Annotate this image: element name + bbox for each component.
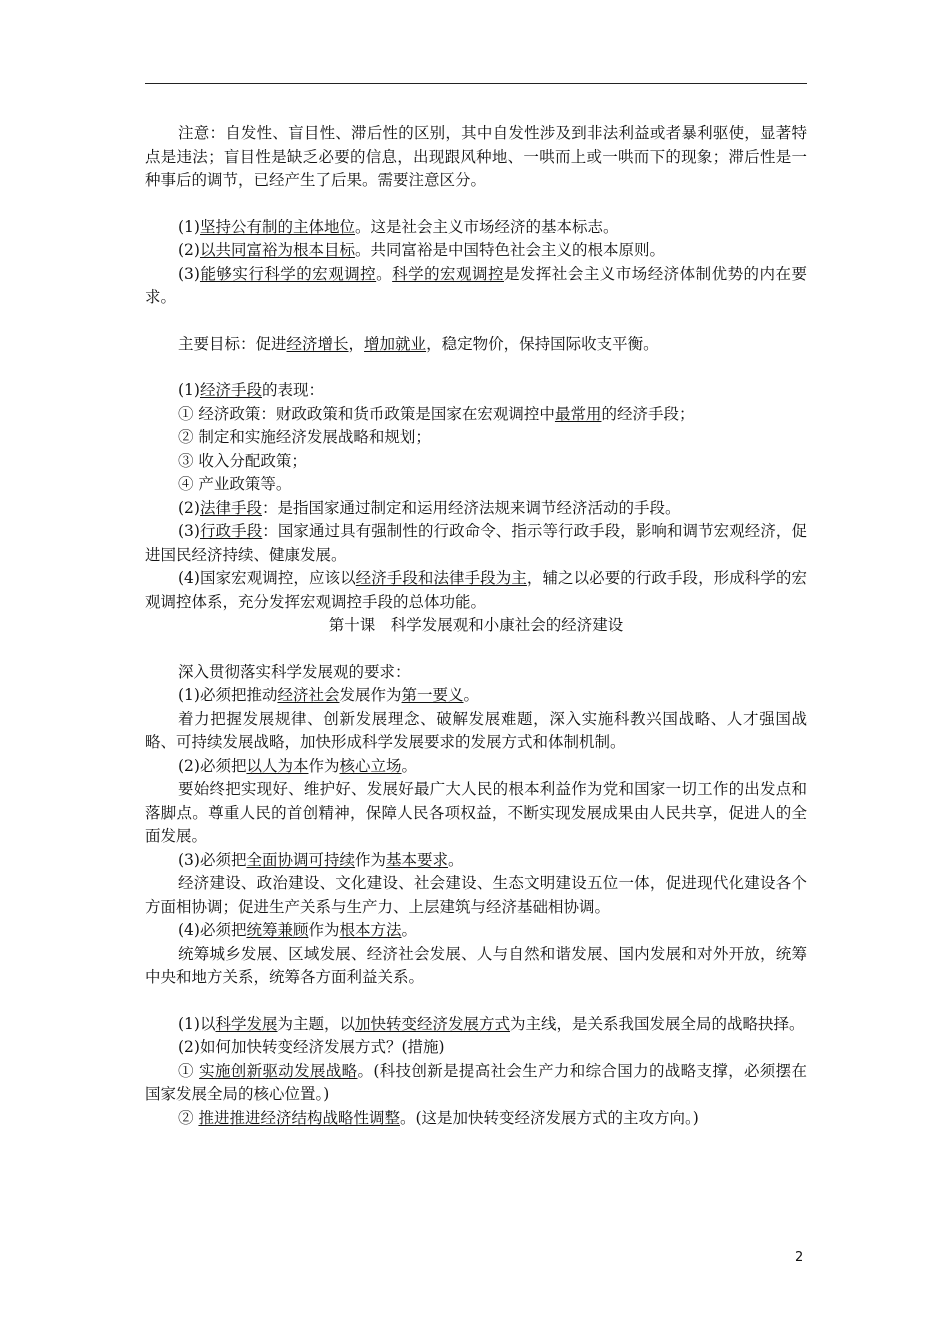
underlined-key-term: 以共同富裕为根本目标 xyxy=(199,241,355,259)
text-run: (3) xyxy=(178,522,200,540)
text-run: 作为 xyxy=(354,850,386,869)
text-run: (2) xyxy=(178,241,200,259)
text-run: 注意：自发性、盲目性、滞后性的区别，其中自发性涉及到非法利益或者暴利驱使，显著特点是违法；盲目性是缺乏必要的信息，出现跟风种地、一哄而上或一哄而下的现象；滞后性是一种事后的调节，已经产生了后果。需要注意区分。 xyxy=(145,124,807,189)
text-run: 的经济手段； xyxy=(601,404,695,423)
paragraph xyxy=(145,333,807,357)
text-run: 发展作为 xyxy=(339,686,402,704)
text-run: 。 xyxy=(376,264,393,283)
underlined-key-term: 加快转变经济发展方式 xyxy=(355,1014,511,1033)
paragraph-gap xyxy=(145,356,807,379)
paragraph xyxy=(145,379,807,403)
text-run: ：是指国家通过制定和运用经济法规来调节经济活动的手段。 xyxy=(261,498,681,517)
underlined-key-term: 经济增长 xyxy=(286,334,349,353)
paragraph xyxy=(145,661,807,685)
text-run: 为主线，是关系我国发展全局的战略抉择。 xyxy=(510,1014,805,1033)
underlined-key-term: 行政手段 xyxy=(199,522,263,540)
text-run: 。共同富裕是中国特色社会主义的根本原则。 xyxy=(354,241,665,259)
text-run: (1)以 xyxy=(178,1014,216,1033)
paragraph-gap xyxy=(145,638,807,661)
text-run: 的表现： xyxy=(261,381,324,399)
text-run: (2)如何加快转变经济发展方式？(措施) xyxy=(178,1038,445,1056)
text-run: 第十课 科学发展观和小康社会的经济建设 xyxy=(328,616,624,634)
paragraph xyxy=(145,919,807,943)
text-run: ① 经济政策：财政政策和货币政策是国家在宏观调控中 xyxy=(178,404,555,423)
text-run: ， xyxy=(348,334,365,353)
text-run: 要始终把实现好、维护好、发展好最广大人民的根本利益作为党和国家一切工作的出发点和落脚点。尊重人民的首创精神，保障人民各项权益，不断实现发展成果由人民共享，促进人的全面发展。 xyxy=(145,780,807,845)
paragraph xyxy=(145,708,807,755)
underlined-key-term: 第一要义 xyxy=(401,686,464,704)
text-run: 主要目标：促进 xyxy=(178,334,287,353)
text-run: (1) xyxy=(178,217,200,236)
text-run: (2) xyxy=(178,498,200,517)
paragraph xyxy=(145,1036,807,1060)
underlined-key-term: 科学的宏观调控 xyxy=(392,264,504,283)
text-run: ② xyxy=(178,1108,199,1127)
text-run: ④ 产业政策等。 xyxy=(178,475,292,493)
text-run: (4)必须把 xyxy=(178,921,247,939)
underlined-key-term: 增加就业 xyxy=(364,334,427,353)
paragraph-gap xyxy=(145,193,807,216)
text-run: ，稳定物价，保持国际收支平衡。 xyxy=(426,334,659,353)
underlined-key-term: 经济手段 xyxy=(199,381,262,399)
document-body xyxy=(145,122,807,1130)
underlined-key-term: 根本方法 xyxy=(339,921,402,939)
text-run: (2)必须把 xyxy=(178,756,247,775)
text-run: 。 xyxy=(401,756,418,775)
underlined-key-term: 坚持公有制的主体地位 xyxy=(199,217,355,236)
underlined-key-term: 全面协调可持续 xyxy=(246,850,355,869)
text-run: (1) xyxy=(178,381,200,399)
text-run: (4)国家宏观调控，应该以 xyxy=(178,569,356,587)
text-run: ② 制定和实施经济发展战略和规划； xyxy=(178,428,431,446)
text-run: ① xyxy=(178,1061,200,1080)
text-run: 经济建设、政治建设、文化建设、社会建设、生态文明建设五位一体，促进现代化建设各个方面相协调；促进生产关系与生产力、上层建筑与经济基础相协调。 xyxy=(145,874,807,916)
paragraph xyxy=(145,450,807,474)
text-run: 着力把握发展规律、创新发展理念、破解发展难题，深入实施科教兴国战略、人才强国战略、可持续发展战略，加快形成科学发展要求的发展方式和体制机制。 xyxy=(145,709,807,751)
text-run: 深入贯彻落实科学发展观的要求： xyxy=(178,662,411,681)
paragraph xyxy=(145,122,807,193)
text-run: 。 xyxy=(463,686,480,704)
paragraph xyxy=(145,1060,807,1107)
underlined-key-term: 经济社会 xyxy=(277,686,340,704)
text-run: ：国家通过具有强制性的行政命令、指示等行政手段，影响和调节宏观经济，促进国民经济持续、健康发展。 xyxy=(145,522,807,564)
paragraph-gap xyxy=(145,990,807,1013)
paragraph xyxy=(145,943,807,990)
text-run: (1)必须把推动 xyxy=(178,686,278,704)
paragraph xyxy=(145,872,807,919)
text-run: ③ 收入分配政策； xyxy=(178,451,307,470)
section-title xyxy=(145,614,807,638)
paragraph xyxy=(145,263,807,310)
paragraph xyxy=(145,497,807,521)
underlined-key-term: 科学发展 xyxy=(215,1014,278,1033)
text-run: (3) xyxy=(178,264,200,283)
text-run: (3)必须把 xyxy=(178,850,247,869)
paragraph xyxy=(145,849,807,873)
paragraph xyxy=(145,473,807,497)
underlined-key-term: 经济手段和法律手段为主 xyxy=(355,569,527,587)
text-run: 。 xyxy=(401,921,418,939)
text-run: 作为 xyxy=(308,756,340,775)
paragraph xyxy=(145,684,807,708)
paragraph xyxy=(145,755,807,779)
underlined-key-term: 实施创新驱动发展战略 xyxy=(199,1061,358,1080)
text-run: 作为 xyxy=(308,921,340,939)
paragraph-gap xyxy=(145,310,807,333)
underlined-key-term: 最常用 xyxy=(554,404,602,423)
underlined-key-term: 以人为本 xyxy=(246,756,309,775)
paragraph xyxy=(145,403,807,427)
text-run: 统筹城乡发展、区域发展、经济社会发展、人与自然和谐发展、国内发展和对外开放，统筹中央和地方关系，统筹各方面利益关系。 xyxy=(145,944,807,986)
paragraph xyxy=(145,239,807,263)
text-run: 。(这是加快转变经济发展方式的主攻方向。) xyxy=(399,1108,699,1127)
paragraph xyxy=(145,520,807,567)
text-run: 。(科技创新是提高社会生产力和综合国力的战略支撑，必须摆在国家发展全局的核心位置。) xyxy=(145,1061,807,1103)
underlined-key-term: 基本要求 xyxy=(386,850,449,869)
paragraph xyxy=(145,778,807,849)
text-run: 为主题，以 xyxy=(277,1014,355,1033)
underlined-key-term: 核心立场 xyxy=(339,756,402,775)
underlined-key-term: 推进推进经济结构战略性调整 xyxy=(198,1108,400,1127)
text-run: ，辅之以必要的行政手段，形成科学的宏观调控体系，充分发挥宏观调控手段的总体功能。 xyxy=(145,569,807,611)
page-number: 2 xyxy=(795,1250,804,1265)
text-run: 。 xyxy=(448,850,464,869)
header-rule xyxy=(145,83,807,84)
paragraph xyxy=(145,567,807,614)
text-run: 。这是社会主义市场经济的基本标志。 xyxy=(354,217,619,236)
text-run: 是发挥社会主义市场经济体制优势的内在要求。 xyxy=(145,264,807,306)
underlined-key-term: 统筹兼顾 xyxy=(246,921,309,939)
paragraph xyxy=(145,1107,807,1131)
paragraph xyxy=(145,426,807,450)
paragraph xyxy=(145,1013,807,1037)
underlined-key-term: 能够实行科学的宏观调控 xyxy=(199,264,377,283)
paragraph xyxy=(145,216,807,240)
underlined-key-term: 法律手段 xyxy=(199,498,262,517)
